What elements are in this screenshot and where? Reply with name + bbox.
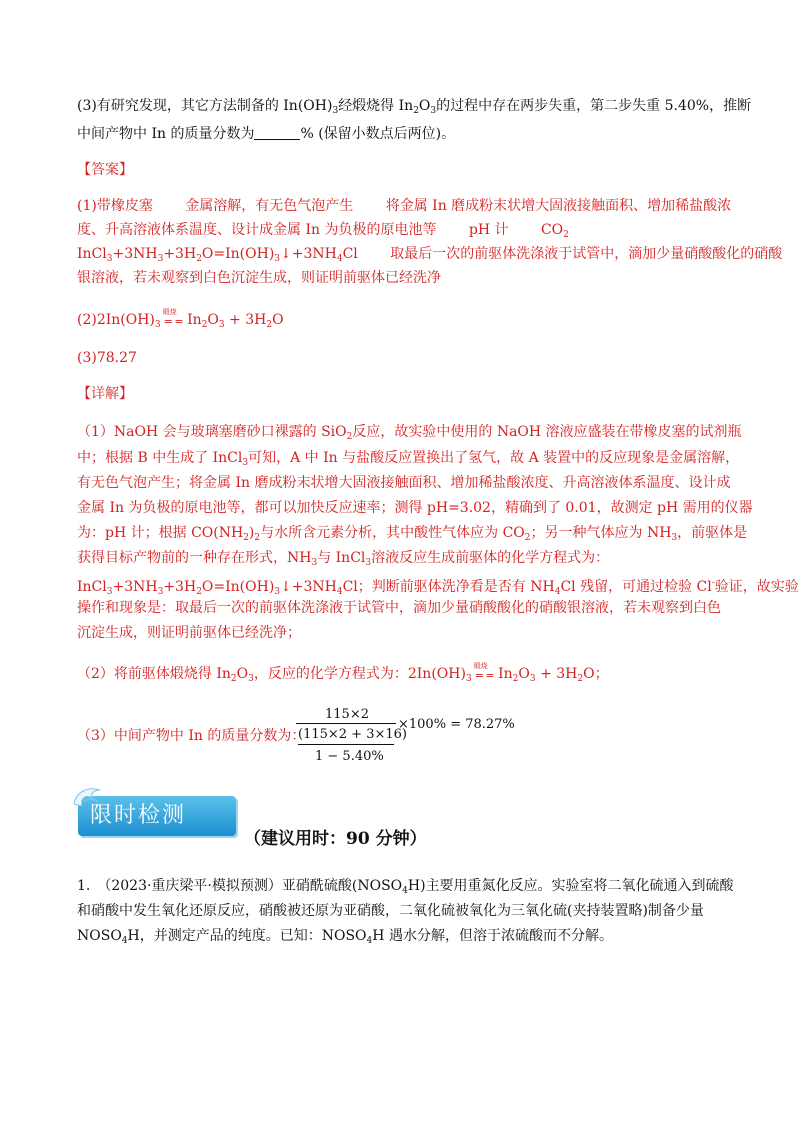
detail-line-4: 金属 In 为负极的原电池等，都可以加快反应速率；测得 pH=3.02，精确到了 0.01，故测定 pH 需用的仪器 xyxy=(77,500,753,516)
question-3-line-2: 中间产物中 In 的质量分数为 % (保留小数点后两位)。 xyxy=(77,126,456,142)
fraction-numerator: 115×2 xyxy=(325,707,369,722)
answer-part-3: (3)78.27 xyxy=(77,350,137,366)
detail-line-9: 沉淀生成，则证明前驱体已经洗净； xyxy=(77,625,301,641)
detail-line-5: 为：pH 计；根据 $CO(NH_2)_2$与水所含元素分析，其中酸性气体应为 $CO_2$；另一种气体应为 $NH_3$，前驱体是 xyxy=(77,525,748,543)
answer-line-4: 银溶液，若未观察到白色沉淀生成，则证明前驱体已经洗净 xyxy=(77,270,441,286)
detail-line-7: $InCl_3+3NH_3+3H_2O=In(OH)_3↓+3NH_4Cl$；判断前驱体洗净看是否有 $NH_4Cl$ 残留，可通过检验 Cl-验证，故实验 xyxy=(77,578,799,597)
detail-line-8: 操作和现象是：取最后一次的前驱体洗涤液于试管中，滴加少量硝酸酸化的硝酸银溶液，若未观察到白色 xyxy=(77,600,721,616)
problem-1-line-3: $NOSO_4H$，并测定产品的纯度。已知：$NOSO_4H$ 遇水分解，但溶于浓硫酸而不分解。 xyxy=(77,928,613,946)
answer-line-2: 度、升高溶液体系温度、设计成金属 In 为负极的原电池等 pH 计 $CO_2$ xyxy=(77,222,569,240)
detail-part-3-label: （3）中间产物中 In 的质量分数为： xyxy=(77,728,306,744)
problem-1-line-1: 1. （2023·重庆梁平·模拟预测）亚硝酰硫酸$(NOSO_4H)$主要用重氮化反应。实验室将二氧化硫通入到硫酸 xyxy=(77,878,734,896)
detail-line-3: 有无色气泡产生；将金属 In 磨成粉末状增大固液接触面积、增加稀盐酸浓度、升高溶液体系温度、设计成 xyxy=(77,475,731,491)
fraction-middle: (115×2 + 3×16) xyxy=(298,727,407,742)
timed-test-badge xyxy=(72,788,238,842)
answer-line-3: $InCl_3+3NH_3+3H_2O=In(OH)_3↓+3NH_4Cl$ 取最后一次的前驱体洗涤液于试管中，滴加少量硝酸酸化的硝酸 xyxy=(77,246,783,264)
fraction-bar-inner xyxy=(298,744,394,745)
detail-part-2: （2）将前驱体煅烧得 $In_2O_3$，反应的化学方程式为：$2In(OH)_3$ 煅烧 = = $In_2O_3 + 3H_2O$； xyxy=(77,662,609,684)
problem-1-line-2: 和硝酸中发生氧化还原反应，硝酸被还原为亚硝酸，二氧化硫被氧化为三氧化硫(夹持装置略)制备少量 xyxy=(77,903,704,919)
question-3-line-1: (3)有研究发现，其它方法制备的 $In(OH)_3$经煅烧得 $In_2O_3$的过程中存在两步失重，第二步失重 5.40%，推断 xyxy=(77,98,752,116)
fraction-bar xyxy=(296,723,396,724)
answer-part-2: $(2)2In(OH)_3$ 煅烧 = = $In_2O_3 + 3H_2O$ xyxy=(77,308,284,330)
badge-label: 限时检测 xyxy=(90,803,187,828)
suggested-time: （建议用时：90 分钟） xyxy=(244,829,427,849)
detail-line-2: 中；根据 B 中生成了 InCl$_3$可知，A 中 In 与盐酸反应置换出了氢气，故 A 装置中的反应现象是金属溶解， xyxy=(77,450,740,468)
detail-line-1: （1）NaOH 会与玻璃塞磨砂口裸露的 SiO$_2$反应，故实验中使用的 NaOH 溶液应盛装在带橡皮塞的试剂瓶 xyxy=(77,424,742,442)
fraction-denominator: 1 − 5.40% xyxy=(315,749,384,764)
answer-line-1: (1)带橡皮塞 金属溶解，有无色气泡产生 将金属 In 磨成粉末状增大固液接触面积、增加稀盐酸浓 xyxy=(77,198,732,214)
fraction-result: ×100% = 78.27% xyxy=(398,717,515,732)
answer-blank xyxy=(254,127,300,140)
detail-heading: 【详解】 xyxy=(77,386,133,402)
answer-heading: 【答案】 xyxy=(77,162,133,178)
detail-line-6: 获得目标产物前的一种存在形式，$NH_3$与 InCl$_3$溶液反应生成前驱体的化学方程式为： xyxy=(77,550,610,568)
